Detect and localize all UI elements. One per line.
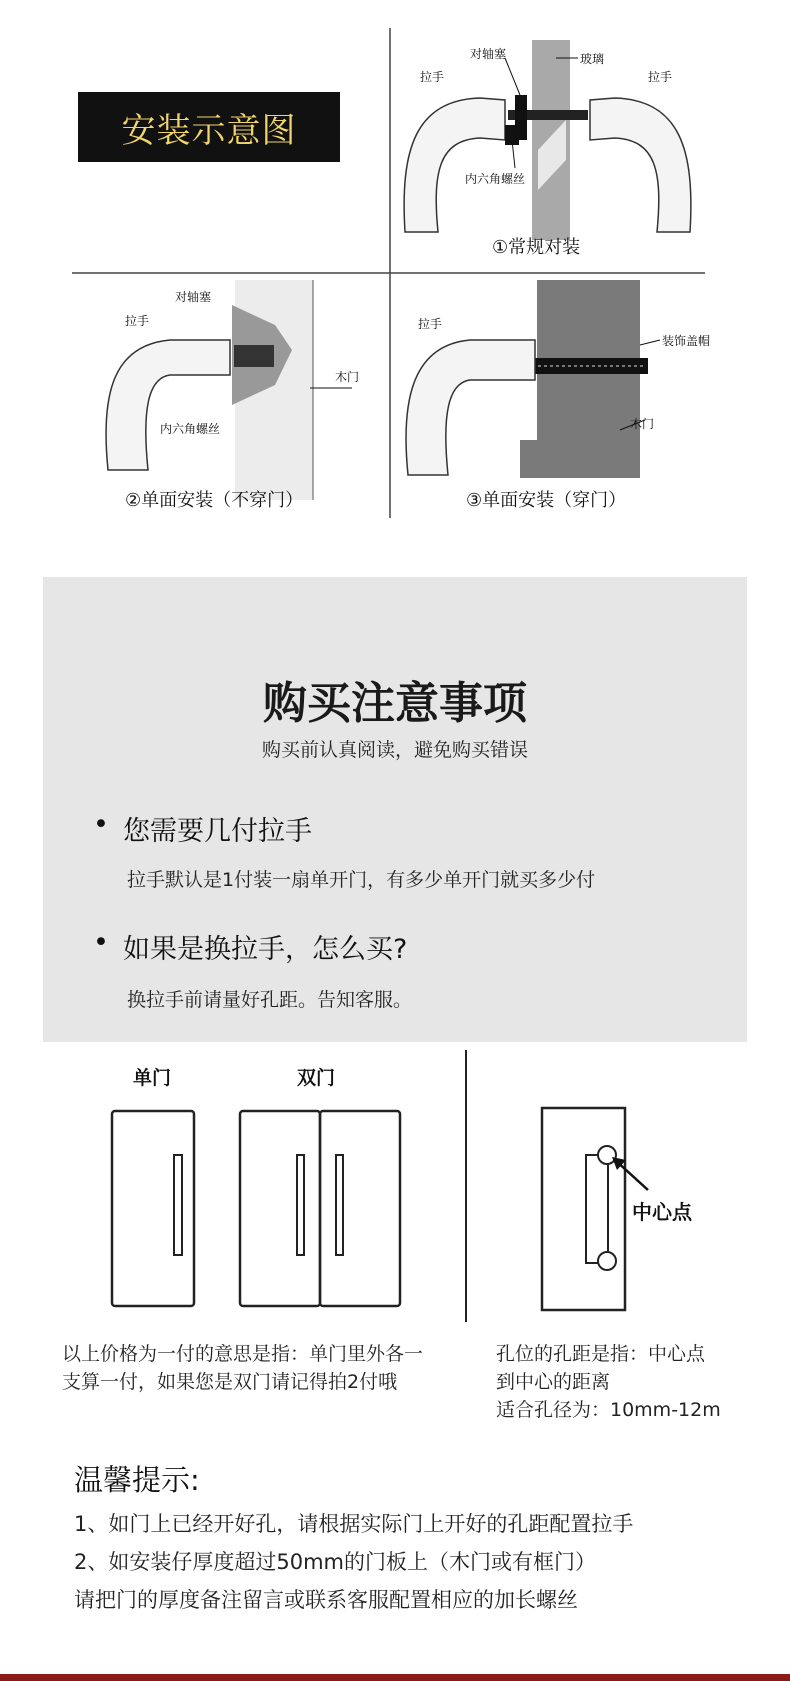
- notice-subtitle: 购买前认真阅读，避免购买错误: [261, 739, 528, 761]
- right-handle: [590, 98, 691, 232]
- center-arrow-line: [615, 1160, 648, 1190]
- notice-item-text: 拉手默认是1付装一扇单开门，有多少单开门就买多少付: [127, 869, 596, 891]
- diagram-single-side-through: [406, 280, 660, 478]
- tip-line: 1、如门上已经开好孔，请根据实际门上开好的孔距配置拉手: [74, 1512, 634, 1536]
- label-glass: 玻璃: [580, 52, 605, 66]
- caption-single-through: ③单面安装（穿门）: [466, 490, 627, 511]
- label-axis-plug-2: 对轴塞: [175, 290, 212, 304]
- label-hex-screw-2: 内六角螺丝: [160, 422, 221, 436]
- notice-item-text: 换拉手前请量好孔距。告知客服。: [127, 989, 413, 1011]
- right-note-line: 孔位的孔距是指：中心点: [496, 1343, 706, 1365]
- tip-line: 请把门的厚度备注留言或联系客服配置相应的加长螺丝: [74, 1588, 578, 1612]
- screw-grid: [234, 345, 274, 367]
- label-handle-3: 拉手: [418, 317, 443, 331]
- tip-line: 2、如安装仔厚度超过50mm的门板上（木门或有框门）: [74, 1550, 596, 1574]
- handle-2: [106, 340, 230, 470]
- hole-handle: [586, 1155, 608, 1263]
- label-handle-1-left: 拉手: [420, 70, 445, 84]
- handle-3: [406, 340, 535, 475]
- right-note-line: 适合孔径为：10mm-12m: [496, 1399, 721, 1421]
- install-title: 安装示意图: [121, 110, 297, 151]
- left-handle: [404, 98, 505, 232]
- label-handle-1-right: 拉手: [648, 70, 673, 84]
- label-hex-screw-1: 内六角螺丝: [465, 172, 526, 186]
- caption-single-no-through: ②单面安装（不穿门）: [125, 490, 304, 511]
- bullet-dot: •: [93, 927, 109, 958]
- label-decor-cap: 装饰盖帽: [662, 334, 711, 348]
- tips-title: 温馨提示:: [74, 1463, 200, 1497]
- center-point-label: 中心点: [632, 1200, 692, 1224]
- double-door-left-handle: [297, 1155, 304, 1255]
- caption-standard: ①常规对装: [492, 237, 581, 258]
- bullet-dot: •: [93, 809, 109, 840]
- label-wood-door-3: 木门: [630, 417, 655, 431]
- double-door-label: 双门: [297, 1067, 336, 1089]
- leader-axis-plug: [505, 58, 520, 95]
- leader-cap: [640, 340, 660, 345]
- center-point-bottom: [598, 1252, 616, 1270]
- center-arrow-head: [612, 1157, 626, 1170]
- notice-item-heading: 如果是换拉手，怎么买?: [123, 934, 408, 965]
- label-axis-plug-1: 对轴塞: [470, 47, 507, 61]
- label-handle-2: 拉手: [125, 314, 150, 328]
- hole-door: [542, 1108, 625, 1310]
- label-wood-door-2: 木门: [335, 370, 360, 384]
- center-point-top: [598, 1146, 616, 1164]
- purchase-notice-panel: [43, 577, 747, 1042]
- bottom-accent-bar: [0, 1674, 790, 1681]
- single-door-label: 单门: [133, 1067, 172, 1089]
- single-door: [112, 1111, 194, 1306]
- wood-door-block: [520, 280, 640, 478]
- double-door-right: [320, 1111, 400, 1306]
- double-door-left: [240, 1111, 320, 1306]
- left-note-line: 支算一付，如果您是双门请记得拍2付哦: [62, 1371, 398, 1393]
- right-note-line: 到中心的距离: [496, 1371, 611, 1393]
- notice-title: 购买注意事项: [263, 678, 527, 729]
- left-note-line: 以上价格为一付的意思是指：单门里外各一: [62, 1343, 424, 1365]
- single-door-handle: [174, 1155, 182, 1255]
- double-door-right-handle: [336, 1155, 343, 1255]
- notice-item-heading: 您需要几付拉手: [123, 816, 312, 847]
